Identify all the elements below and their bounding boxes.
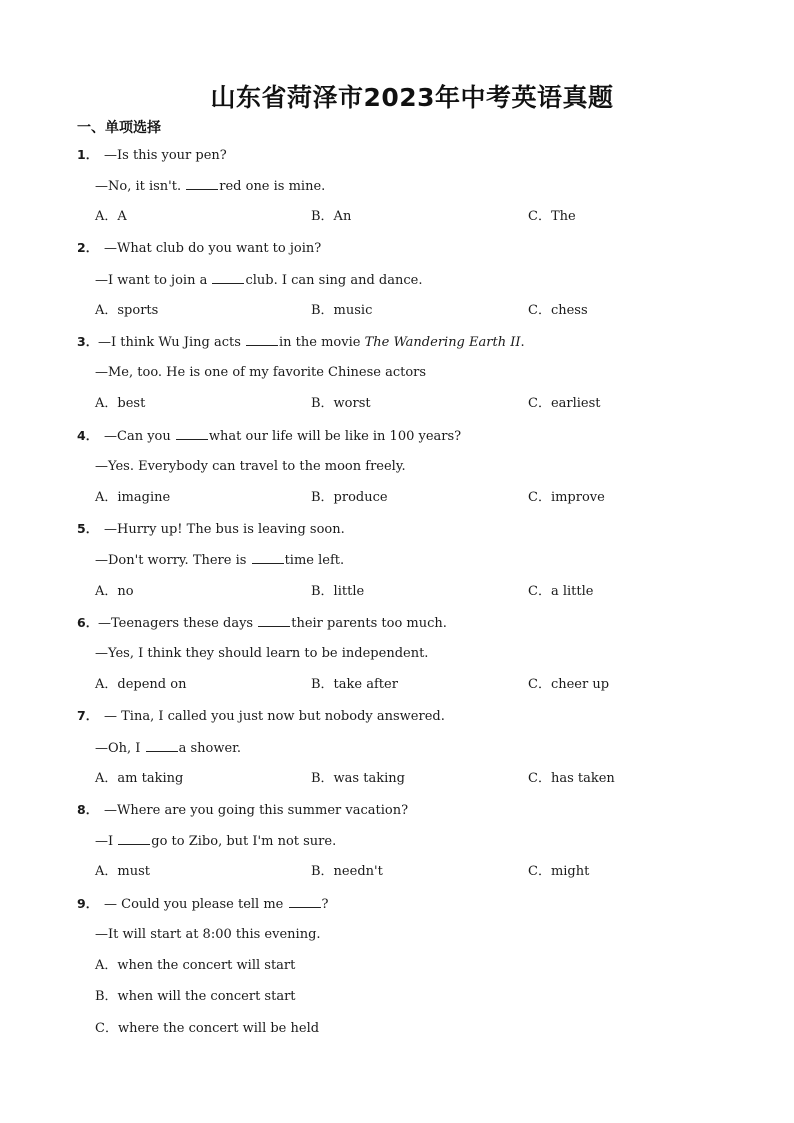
option-a[interactable]: A．no — [95, 584, 134, 599]
question-text: —What club do you want to join? — [104, 241, 322, 256]
option-b[interactable]: B．worst — [311, 396, 371, 411]
option-c[interactable]: C．improve — [528, 490, 605, 505]
option-b[interactable]: B．take after — [311, 677, 398, 692]
option-c[interactable]: C．where the concert will be held — [95, 1021, 320, 1036]
answer-blank[interactable] — [246, 333, 278, 346]
option-c[interactable]: C．The — [528, 209, 576, 224]
option-a[interactable]: A．am taking — [95, 771, 184, 786]
option-b[interactable]: B．was taking — [311, 771, 405, 786]
page-title: 山东省菏泽市2023年中考英语真题 — [210, 83, 614, 112]
option-b[interactable]: B．produce — [311, 490, 388, 505]
answer-line: —Yes, I think they should learn to be independent. — [95, 646, 429, 661]
question-number: 3． — [77, 334, 99, 349]
question-number: 5． — [77, 521, 99, 536]
option-a[interactable]: A．best — [95, 396, 146, 411]
question-text: —Is this your pen? — [104, 148, 227, 163]
question-2 — [77, 239, 321, 258]
option-c[interactable]: C．a little — [528, 584, 594, 599]
option-a[interactable]: A．A — [95, 209, 127, 224]
option-b[interactable]: B．needn't — [311, 864, 383, 879]
section-heading: 一、单项选择 — [77, 120, 161, 136]
option-c[interactable]: C．might — [528, 864, 590, 879]
option-b[interactable]: B．music — [311, 303, 373, 318]
option-a[interactable]: A．depend on — [95, 677, 187, 692]
question-5 — [77, 520, 345, 539]
question-6: 6．—Teenagers these days their parents too much. — [77, 615, 447, 631]
answer-line: —Don't worry. There is time left. — [95, 553, 345, 568]
question-4: 4． —Can you what our life will be like in 100 years? — [77, 428, 462, 444]
answer-blank[interactable] — [258, 614, 290, 627]
option-c[interactable]: C．has taken — [528, 771, 615, 786]
question-9: 9． — Could you please tell me ? — [77, 896, 329, 912]
answer-blank[interactable] — [176, 427, 208, 440]
question-number: 2． — [77, 240, 99, 255]
answer-blank[interactable] — [186, 177, 218, 190]
option-c[interactable]: C．cheer up — [528, 677, 610, 692]
question-text: —Hurry up! The bus is leaving soon. — [104, 522, 345, 537]
question-number: 7． — [77, 708, 99, 723]
answer-line: —I want to join a club. I can sing and dance. — [95, 273, 423, 288]
option-a[interactable]: A．must — [95, 864, 150, 879]
question-number: 1． — [77, 147, 99, 162]
option-a[interactable]: A．when the concert will start — [95, 958, 296, 973]
question-number: 4． — [77, 428, 99, 443]
option-a[interactable]: A．sports — [95, 303, 159, 318]
question-3: 3．—I think Wu Jing acts in the movie The Wandering Earth II. — [77, 334, 525, 350]
answer-line: —Me, too. He is one of my favorite Chinese actors — [95, 365, 427, 380]
answer-blank[interactable] — [212, 271, 244, 284]
movie-title: The Wandering Earth II — [364, 335, 521, 350]
question-8 — [77, 801, 408, 820]
answer-blank[interactable] — [146, 739, 178, 752]
option-b[interactable]: B．when will the concert start — [95, 989, 296, 1004]
option-c[interactable]: C．chess — [528, 303, 588, 318]
answer-line: —I go to Zibo, but I'm not sure. — [95, 834, 337, 849]
question-text: —Where are you going this summer vacation? — [104, 803, 409, 818]
question-number: 8． — [77, 802, 99, 817]
question-number: 9． — [77, 896, 99, 911]
answer-line: —Oh, I a shower. — [95, 741, 242, 756]
option-b[interactable]: B．An — [311, 209, 352, 224]
answer-line: —It will start at 8:00 this evening. — [95, 927, 321, 942]
question-1 — [77, 146, 227, 165]
answer-blank[interactable] — [289, 895, 321, 908]
answer-blank[interactable] — [252, 551, 284, 564]
answer-line: —Yes. Everybody can travel to the moon freely. — [95, 459, 406, 474]
question-7 — [77, 707, 445, 726]
question-text: — Tina, I called you just now but nobody answered. — [104, 709, 445, 724]
option-a[interactable]: A．imagine — [95, 490, 171, 505]
question-number: 6． — [77, 615, 99, 630]
answer-blank[interactable] — [118, 832, 150, 845]
option-c[interactable]: C．earliest — [528, 396, 601, 411]
option-b[interactable]: B．little — [311, 584, 365, 599]
answer-line: —No, it isn't. red one is mine. — [95, 179, 326, 194]
